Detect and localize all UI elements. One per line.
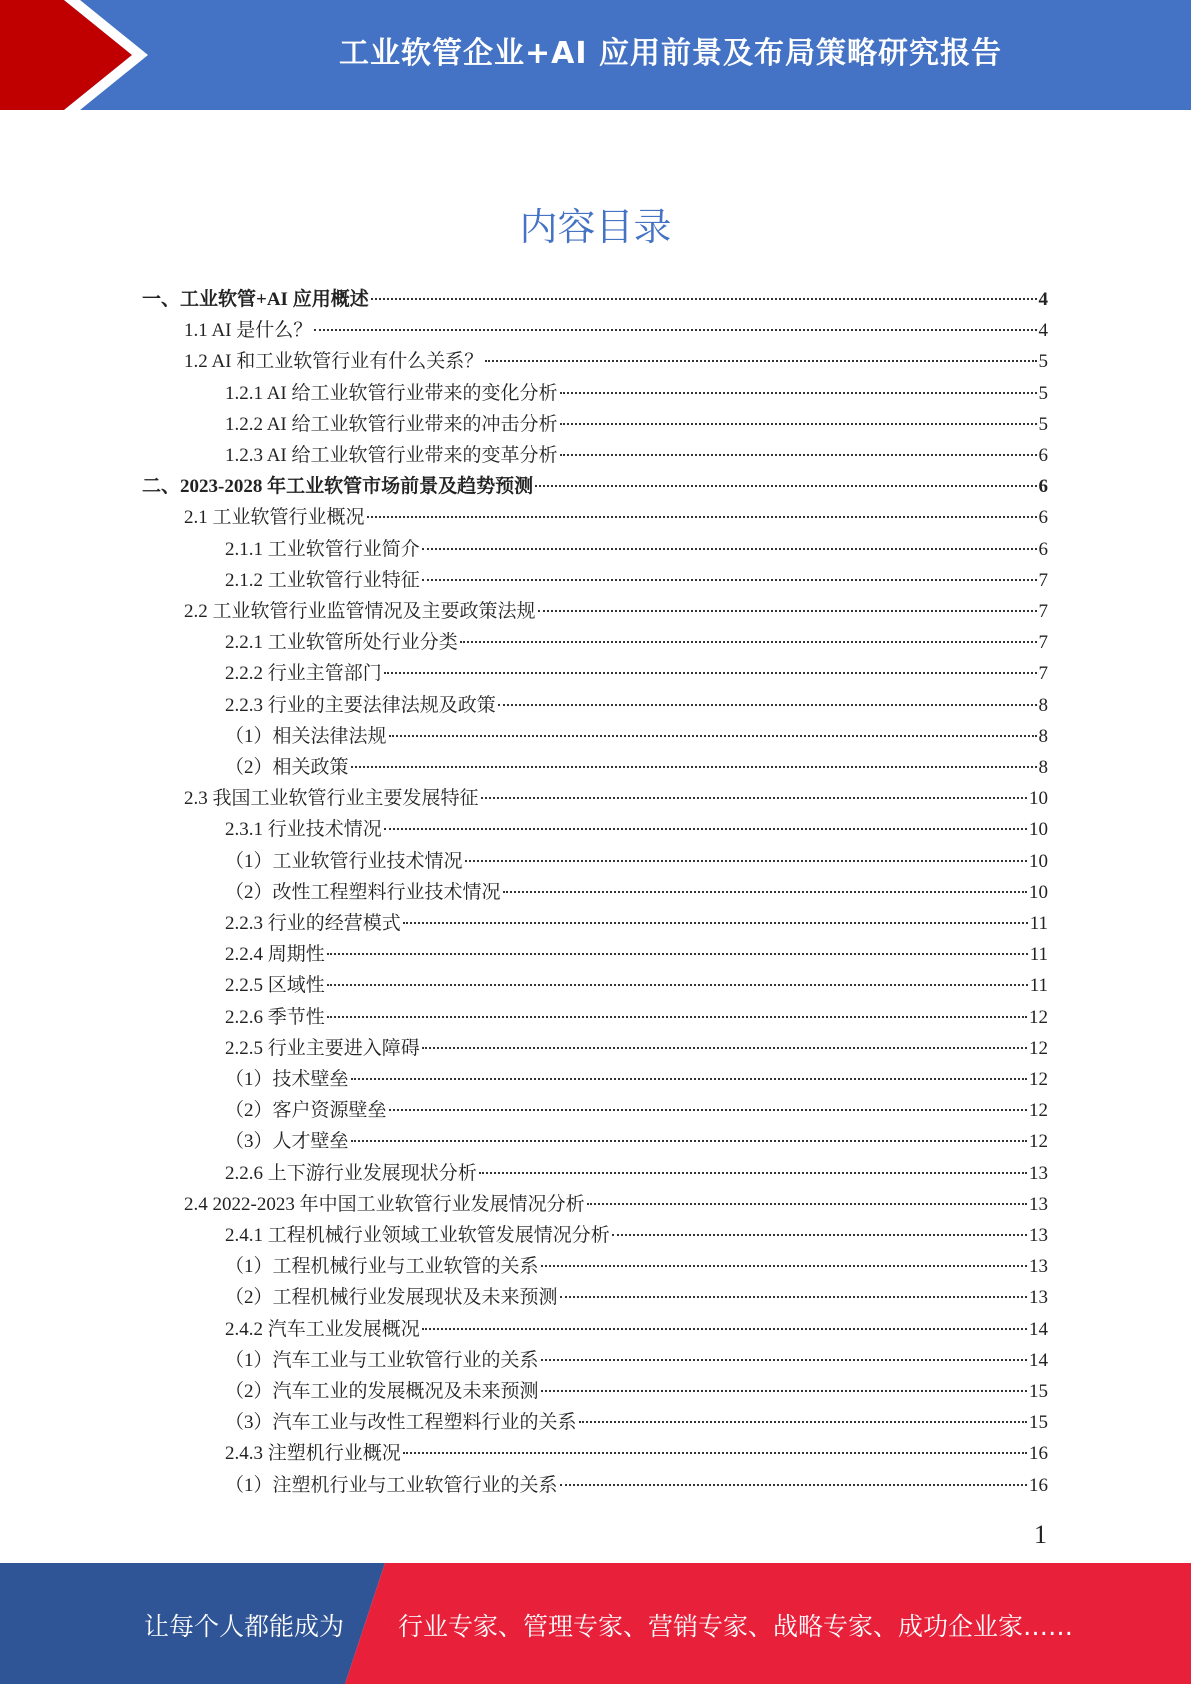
toc-leader-dots	[541, 1358, 1027, 1361]
toc-entry-label: （1）技术壁垒	[225, 1069, 349, 1090]
toc-entry-page: 12	[1029, 1131, 1048, 1152]
toc-entry-page: 4	[1038, 320, 1048, 341]
toc-entry-label: 2.2.6 上下游行业发展现状分析	[225, 1163, 477, 1184]
toc-entry[interactable]	[142, 471, 1048, 502]
toc-entry[interactable]	[225, 970, 1048, 1001]
toc-entry[interactable]	[225, 1002, 1048, 1033]
toc-entry[interactable]	[225, 1251, 1048, 1282]
toc-entry-label: 二、2023-2028 年工业软管市场前景及趋势预测	[142, 476, 534, 497]
toc-entry-label: 2.2.1 工业软管所处行业分类	[225, 632, 458, 653]
toc-entry[interactable]	[225, 1158, 1048, 1189]
toc-leader-dots	[403, 921, 1028, 924]
toc-leader-dots	[351, 1077, 1027, 1080]
toc-leader-dots	[327, 983, 1028, 986]
toc-entry-label: 2.2.3 行业的主要法律法规及政策	[225, 695, 496, 716]
toc-entry[interactable]	[184, 1189, 1048, 1220]
toc-entry-label: 1.2.1 AI 给工业软管行业带来的变化分析	[225, 383, 558, 404]
toc-entry[interactable]	[225, 846, 1048, 877]
toc-entry-page: 12	[1029, 1100, 1048, 1121]
toc-entry-label: （2）客户资源壁垒	[225, 1100, 387, 1121]
toc-leader-dots	[560, 391, 1037, 394]
toc-entry[interactable]	[225, 721, 1048, 752]
toc-entry[interactable]	[184, 596, 1048, 627]
toc-entry-page: 13	[1029, 1256, 1048, 1277]
toc-entry[interactable]	[225, 1376, 1048, 1407]
toc-entry[interactable]	[225, 627, 1048, 658]
toc-leader-dots	[481, 796, 1027, 799]
toc-leader-dots	[498, 703, 1037, 706]
toc-leader-dots	[351, 765, 1037, 768]
report-title: 工业软管企业+AI 应用前景及布局策略研究报告	[339, 36, 1002, 71]
toc-entry-page: 7	[1038, 570, 1048, 591]
toc-entry[interactable]	[225, 1470, 1048, 1501]
toc-entry[interactable]	[184, 502, 1048, 533]
toc-entry-page: 6	[1038, 507, 1048, 528]
toc-entry[interactable]	[225, 1282, 1048, 1313]
toc-entry-page: 15	[1029, 1412, 1048, 1433]
toc-leader-dots	[541, 1389, 1027, 1392]
toc-leader-dots	[422, 578, 1037, 581]
report-header	[0, 0, 1191, 110]
toc-entry-label: 一、工业软管+AI 应用概述	[142, 289, 369, 310]
toc-entry-page: 12	[1029, 1069, 1048, 1090]
toc-entry[interactable]	[225, 939, 1048, 970]
toc-entry-label: 1.2.3 AI 给工业软管行业带来的变革分析	[225, 445, 558, 466]
toc-leader-dots	[367, 515, 1037, 518]
toc-entry-page: 5	[1038, 383, 1048, 404]
toc-leader-dots	[422, 1327, 1027, 1330]
toc-entry-page: 5	[1038, 351, 1048, 372]
toc-entry-label: 2.2.3 行业的经营模式	[225, 913, 401, 934]
toc-entry[interactable]	[225, 1126, 1048, 1157]
toc-entry[interactable]	[225, 1314, 1048, 1345]
toc-entry[interactable]	[225, 908, 1048, 939]
toc-entry-label: 2.2.5 区域性	[225, 975, 325, 996]
toc-entry[interactable]	[225, 1220, 1048, 1251]
toc-entry[interactable]	[225, 690, 1048, 721]
toc-leader-dots	[389, 734, 1037, 737]
toc-entry-page: 6	[1038, 476, 1048, 497]
toc-entry[interactable]	[225, 534, 1048, 565]
toc-entry-page: 6	[1038, 539, 1048, 560]
toc-entry[interactable]	[225, 440, 1048, 471]
toc-entry[interactable]	[225, 1345, 1048, 1376]
toc-entry[interactable]	[142, 284, 1048, 315]
toc-leader-dots	[327, 1015, 1027, 1018]
toc-leader-dots	[389, 1108, 1027, 1111]
toc-leader-dots	[535, 484, 1036, 487]
toc-leader-dots	[460, 640, 1037, 643]
toc-entry-label: 2.3.1 行业技术情况	[225, 819, 382, 840]
toc-entry-label: （3）汽车工业与改性工程塑料行业的关系	[225, 1412, 577, 1433]
toc-leader-dots	[560, 453, 1037, 456]
toc-entry[interactable]	[225, 814, 1048, 845]
toc-entry-label: 1.2.2 AI 给工业软管行业带来的冲击分析	[225, 414, 558, 435]
toc-entry-label: 2.2.5 行业主要进入障碍	[225, 1038, 420, 1059]
toc-leader-dots	[403, 1451, 1027, 1454]
toc-entry-page: 11	[1029, 913, 1048, 934]
toc-entry-label: （2）相关政策	[225, 757, 349, 778]
toc-leader-dots	[587, 1202, 1027, 1205]
toc-entry-label: （2）汽车工业的发展概况及未来预测	[225, 1381, 539, 1402]
toc-entry-page: 10	[1029, 882, 1048, 903]
toc-entry-page: 8	[1038, 726, 1048, 747]
toc-entry-label: （1）相关法律法规	[225, 726, 387, 747]
toc-entry[interactable]	[184, 783, 1048, 814]
toc-entry-page: 7	[1038, 601, 1048, 622]
toc-entry-label: 2.2.6 季节性	[225, 1007, 325, 1028]
toc-leader-dots	[351, 1139, 1027, 1142]
toc-entry-label: （1）注塑机行业与工业软管行业的关系	[225, 1475, 558, 1496]
toc-entry[interactable]	[225, 1064, 1048, 1095]
toc-leader-dots	[560, 422, 1037, 425]
toc-entry-page: 12	[1029, 1038, 1048, 1059]
toc-entry-label: 2.4.1 工程机械行业领域工业软管发展情况分析	[225, 1225, 610, 1246]
toc-entry[interactable]	[184, 315, 1048, 346]
toc-entry-page: 16	[1029, 1443, 1048, 1464]
toc-entry-label: 2.4.2 汽车工业发展概况	[225, 1319, 420, 1340]
toc-leader-dots	[612, 1233, 1027, 1236]
toc-entry[interactable]	[225, 409, 1048, 440]
toc-entry-page: 14	[1029, 1319, 1048, 1340]
toc-entry-label: （1）汽车工业与工业软管行业的关系	[225, 1350, 539, 1371]
toc-entry[interactable]	[225, 752, 1048, 783]
toc-entry-label: 2.1 工业软管行业概况	[184, 507, 365, 528]
toc-entry-page: 13	[1029, 1194, 1048, 1215]
toc-entry[interactable]	[225, 1033, 1048, 1064]
toc-entry-page: 16	[1029, 1475, 1048, 1496]
toc-leader-dots	[422, 1046, 1027, 1049]
toc-entry-page: 5	[1038, 414, 1048, 435]
toc-entry-label: 2.2.4 周期性	[225, 944, 325, 965]
toc-entry[interactable]	[225, 877, 1048, 908]
toc-entry-page: 12	[1029, 1007, 1048, 1028]
toc-entry-label: 2.4.3 注塑机行业概况	[225, 1443, 401, 1464]
toc-entry-label: 2.1.1 工业软管行业简介	[225, 539, 420, 560]
toc-leader-dots	[538, 609, 1037, 612]
toc-entry-page: 10	[1029, 788, 1048, 809]
toc-leader-dots	[314, 328, 1036, 331]
toc-entry-label: 2.1.2 工业软管行业特征	[225, 570, 420, 591]
toc-leader-dots	[485, 359, 1036, 362]
toc-leader-dots	[560, 1295, 1027, 1298]
toc-entry[interactable]	[225, 1438, 1048, 1469]
toc-entry[interactable]	[225, 1407, 1048, 1438]
toc-entry-page: 8	[1038, 757, 1048, 778]
toc-entry-label: （3）人才壁垒	[225, 1131, 349, 1152]
toc-entry-label: 2.2.2 行业主管部门	[225, 663, 382, 684]
toc-entry-label: 1.1 AI 是什么？	[184, 320, 313, 341]
toc-leader-dots	[384, 827, 1027, 830]
toc-entry-page: 10	[1029, 819, 1048, 840]
toc-leader-dots	[422, 547, 1037, 550]
footer-slogan-right: 行业专家、管理专家、营销专家、战略专家、成功企业家……	[398, 1612, 1074, 1641]
toc-entry-page: 14	[1029, 1350, 1048, 1371]
toc-entry-label: （1）工程机械行业与工业软管的关系	[225, 1256, 539, 1277]
toc-entry-page: 15	[1029, 1381, 1048, 1402]
toc-entry-label: （1）工业软管行业技术情况	[225, 851, 463, 872]
toc-leader-dots	[503, 890, 1027, 893]
toc-leader-dots	[479, 1171, 1027, 1174]
toc-entry[interactable]	[225, 658, 1048, 689]
toc-entry-label: （2）改性工程塑料行业技术情况	[225, 882, 501, 903]
toc-entry[interactable]	[225, 1095, 1048, 1126]
footer-slogan-left: 让每个人都能成为	[144, 1612, 345, 1641]
toc-leader-dots	[465, 859, 1027, 862]
toc-entry-label: 2.3 我国工业软管行业主要发展特征	[184, 788, 479, 809]
report-footer	[0, 1563, 1191, 1684]
toc-entry-page: 4	[1038, 289, 1048, 310]
toc-entry-page: 7	[1038, 663, 1048, 684]
toc-entry-label: 2.2 工业软管行业监管情况及主要政策法规	[184, 601, 536, 622]
toc-leader-dots	[560, 1483, 1027, 1486]
toc-entry-label: 1.2 AI 和工业软管行业有什么关系？	[184, 351, 484, 372]
toc-entry-label: 2.4 2022-2023 年中国工业软管行业发展情况分析	[184, 1194, 585, 1215]
page-number: 1	[1034, 1520, 1047, 1549]
toc-entry[interactable]	[225, 565, 1048, 596]
toc-entry[interactable]	[184, 346, 1048, 377]
toc-entry-page: 7	[1038, 632, 1048, 653]
toc-entry-page: 8	[1038, 695, 1048, 716]
toc-entry-page: 13	[1029, 1225, 1048, 1246]
toc-entry[interactable]	[225, 378, 1048, 409]
toc-entry-page: 13	[1029, 1163, 1048, 1184]
toc-entry-page: 13	[1029, 1287, 1048, 1308]
toc-leader-dots	[384, 671, 1037, 674]
toc-entry-page: 6	[1038, 445, 1048, 466]
toc-leader-dots	[327, 952, 1028, 955]
toc-entry-page: 10	[1029, 851, 1048, 872]
toc-leader-dots	[371, 297, 1037, 300]
toc-entry-page: 11	[1029, 944, 1048, 965]
toc-entry-label: （2）工程机械行业发展现状及未来预测	[225, 1287, 558, 1308]
toc-leader-dots	[579, 1420, 1027, 1423]
toc-entry-page: 11	[1029, 975, 1048, 996]
toc-heading: 内容目录	[519, 205, 672, 249]
toc-leader-dots	[541, 1264, 1027, 1267]
